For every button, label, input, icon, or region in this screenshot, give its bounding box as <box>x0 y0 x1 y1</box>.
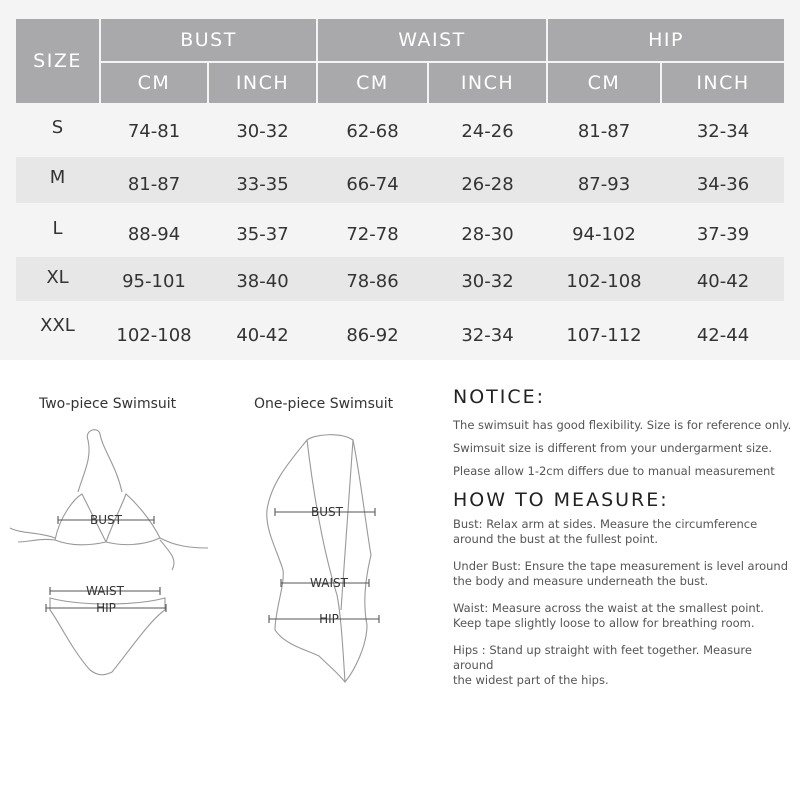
waist-group-header: WAIST <box>318 19 546 61</box>
size-cell: M <box>49 166 66 188</box>
hip-group-header: HIP <box>548 19 784 61</box>
value-cell: 86-92 <box>346 324 399 346</box>
value-cell: 62-68 <box>346 120 399 142</box>
two-piece-hip-label: HIP <box>96 601 116 615</box>
two-piece-waist-label: WAIST <box>86 584 124 598</box>
value-cell: 72-78 <box>346 223 399 245</box>
two-piece-title: Two-piece Swimsuit <box>33 394 182 414</box>
value-cell: 32-34 <box>696 120 750 142</box>
one-piece-hip-label: HIP <box>319 612 339 626</box>
one-piece-bust-label: BUST <box>311 505 343 519</box>
value-cell: 74-81 <box>127 120 181 142</box>
value-cell: 26-28 <box>461 173 514 195</box>
notice-section <box>453 386 793 688</box>
value-cell: 107-112 <box>566 324 642 346</box>
notice-line: The swimsuit has good flexibility. Size is for reference only. <box>453 418 792 432</box>
value-cell: 24-26 <box>461 120 514 142</box>
unit-header: CM <box>318 63 427 103</box>
notice-line: Please allow 1-2cm differs due to manual measurement <box>453 464 775 478</box>
value-cell: 81-87 <box>577 120 631 142</box>
how-to-measure-title: HOW TO MEASURE: <box>453 489 669 511</box>
size-cell: XXL <box>40 314 75 336</box>
size-header: SIZE <box>16 19 99 103</box>
value-cell: 38-40 <box>236 270 289 292</box>
value-cell: 40-42 <box>236 324 289 346</box>
notice-line: Swimsuit size is different from your undergarment size. <box>453 441 773 455</box>
value-cell: 81-87 <box>127 173 181 195</box>
two-piece-swimsuit-illustration <box>0 420 215 740</box>
unit-header: CM <box>548 63 660 103</box>
value-cell: 33-35 <box>236 173 289 195</box>
value-cell: 95-101 <box>122 270 186 292</box>
size-chart-table <box>0 0 800 360</box>
value-cell: 88-94 <box>127 223 181 245</box>
value-cell: 78-86 <box>346 270 399 292</box>
value-cell: 102-108 <box>566 270 642 292</box>
size-cell: XL <box>46 266 69 288</box>
value-cell: 35-37 <box>236 223 289 245</box>
one-piece-waist-label: WAIST <box>310 576 348 590</box>
measure-instruction: Bust: Relax arm at sides. Measure the circumference <box>453 517 758 531</box>
table-row <box>0 303 800 359</box>
table-row <box>0 205 800 255</box>
unit-header: INCH <box>209 63 316 103</box>
measurement-diagrams <box>0 360 440 800</box>
size-cell: L <box>52 217 63 239</box>
measure-instruction: Waist: Measure across the waist at the smallest point. <box>453 601 764 615</box>
measure-instruction: the body and measure underneath the bust. <box>453 574 709 588</box>
notice-title: NOTICE: <box>453 386 546 408</box>
one-piece-title: One-piece Swimsuit <box>248 394 399 414</box>
measure-instruction: the widest part of the hips. <box>453 673 609 687</box>
value-cell: 40-42 <box>696 270 750 292</box>
one-piece-swimsuit-illustration <box>245 420 445 740</box>
value-cell: 42-44 <box>696 324 750 346</box>
value-cell: 30-32 <box>236 120 289 142</box>
unit-header: CM <box>101 63 207 103</box>
unit-header: INCH <box>429 63 546 103</box>
measure-instruction: Under Bust: Ensure the tape measurement is level around <box>453 559 788 573</box>
size-cell: S <box>51 116 64 138</box>
table-row <box>0 257 800 301</box>
value-cell: 37-39 <box>696 223 750 245</box>
table-row <box>0 157 800 203</box>
measure-instruction: Keep tape slightly loose to allow for breathing room. <box>453 616 755 630</box>
two-piece-bust-label: BUST <box>90 513 122 527</box>
measure-instruction: around the bust at the fullest point. <box>453 532 659 546</box>
value-cell: 87-93 <box>577 173 631 195</box>
unit-header: INCH <box>662 63 784 103</box>
value-cell: 34-36 <box>696 173 750 195</box>
measure-instruction: Hips : Stand up straight with feet together. Measure around <box>453 643 752 672</box>
value-cell: 94-102 <box>572 223 636 245</box>
value-cell: 32-34 <box>461 324 514 346</box>
value-cell: 28-30 <box>461 223 514 245</box>
table-row <box>0 107 800 155</box>
value-cell: 66-74 <box>346 173 399 195</box>
bust-group-header: BUST <box>101 19 316 61</box>
value-cell: 30-32 <box>461 270 514 292</box>
value-cell: 102-108 <box>116 324 192 346</box>
